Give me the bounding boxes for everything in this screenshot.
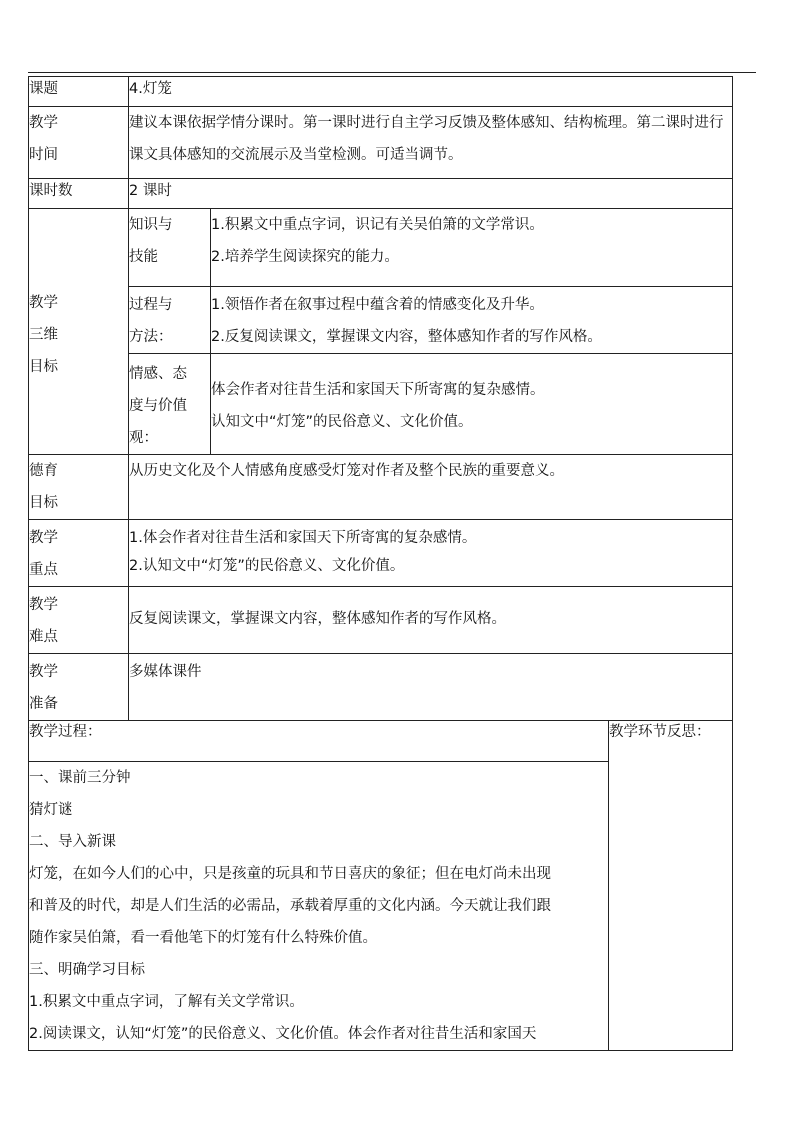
reflection-heading: 教学环节反思： xyxy=(609,724,711,740)
key-point: 2.认知文中“灯笼”的民俗意义、文化价值。 xyxy=(129,558,405,574)
time-label-2: 时间 xyxy=(29,147,58,163)
goal-sublabel: 方法： xyxy=(129,329,173,345)
goal-item: 认知文中“灯笼”的民俗意义、文化价值。 xyxy=(211,414,473,430)
key-label-2: 重点 xyxy=(29,562,58,578)
time-text: 建议本课依据学情分课时。第一课时进行自主学习反馈及整体感知、结构梳理。第二课时进行课文具体感知的交流展示及当堂检测。可适当调节。 xyxy=(129,115,724,163)
process-line: 和普及的时代，却是人们生活的必需品，承载着厚重的文化内涵。今天就让我们跟 xyxy=(29,897,551,914)
moral-label-2: 目标 xyxy=(29,495,58,511)
header-rule xyxy=(28,72,756,73)
lesson-plan-sheet xyxy=(28,76,732,1051)
hours-row xyxy=(29,179,733,209)
difficulty-label-2: 难点 xyxy=(29,629,58,645)
key-point: 1.体会作者对往昔生活和家国天下所寄寓的复杂感情。 xyxy=(129,530,477,546)
goal-item: 2.培养学生阅读探究的能力。 xyxy=(211,249,399,265)
difficulty-label-1: 教学 xyxy=(29,597,58,613)
key-row xyxy=(29,520,733,587)
hours-value: 2 课时 xyxy=(129,183,172,199)
process-line: 2.阅读课文，认知“灯笼”的民俗意义、文化价值。体会作者对往昔生活和家国天 xyxy=(29,1025,537,1042)
process-head-row xyxy=(29,721,733,761)
moral-row xyxy=(29,455,733,520)
difficulty-row xyxy=(29,587,733,654)
prep-label-1: 教学 xyxy=(29,664,58,680)
goal-item: 2.反复阅读课文，掌握课文内容，整体感知作者的写作风格。 xyxy=(211,329,602,345)
goals-label-2: 三维 xyxy=(29,327,58,343)
process-line: 1.积累文中重点字词，了解有关文学常识。 xyxy=(29,993,304,1010)
process-line: 二、导入新课 xyxy=(29,833,116,850)
process-line: 猜灯谜 xyxy=(29,801,73,818)
hours-label: 课时数 xyxy=(29,183,73,199)
time-row xyxy=(29,107,733,179)
difficulty-text: 反复阅读课文，掌握课文内容，整体感知作者的写作风格。 xyxy=(129,611,506,627)
topic-row xyxy=(29,77,733,107)
topic-label: 课题 xyxy=(29,81,58,97)
moral-text: 从历史文化及个人情感角度感受灯笼对作者及整个民族的重要意义。 xyxy=(129,463,564,479)
process-line: 随作家吴伯箫，看一看他笔下的灯笼有什么特殊价值。 xyxy=(29,929,377,946)
goal-item: 体会作者对往昔生活和家国天下所寄寓的复杂感情。 xyxy=(211,382,545,398)
topic-value: 4.灯笼 xyxy=(129,81,172,97)
goal-row-knowledge xyxy=(29,209,733,287)
prep-label-2: 准备 xyxy=(29,696,58,712)
prep-row xyxy=(29,654,733,721)
goal-item: 1.领悟作者在叙事过程中蕴含着的情感变化及升华。 xyxy=(211,297,544,313)
process-line: 三、明确学习目标 xyxy=(29,961,145,978)
goals-label-1: 教学 xyxy=(29,295,58,311)
goal-sublabel: 过程与 xyxy=(129,297,173,313)
lesson-info-table xyxy=(28,76,733,721)
prep-text: 多媒体课件 xyxy=(129,664,202,680)
process-line: 灯笼，在如今人们的心中，只是孩童的玩具和节日喜庆的象征；但在电灯尚未出现 xyxy=(29,865,551,882)
process-line: 一、课前三分钟 xyxy=(29,769,131,786)
goal-row-emotion xyxy=(29,354,733,455)
goal-item: 1.积累文中重点字词，识记有关吴伯箫的文学常识。 xyxy=(211,217,544,233)
goal-row-process xyxy=(29,287,733,354)
key-label-1: 教学 xyxy=(29,530,58,546)
goal-sublabel: 观： xyxy=(129,430,158,446)
time-label-1: 教学 xyxy=(29,115,58,131)
goal-sublabel: 技能 xyxy=(129,249,158,265)
moral-label-1: 德育 xyxy=(29,463,58,479)
goal-sublabel: 度与价值 xyxy=(129,398,187,414)
goals-label-3: 目标 xyxy=(29,359,58,375)
goal-sublabel: 知识与 xyxy=(129,217,173,233)
process-table xyxy=(28,721,733,1051)
goal-sublabel: 情感、态 xyxy=(129,366,187,382)
process-heading: 教学过程： xyxy=(29,724,102,740)
